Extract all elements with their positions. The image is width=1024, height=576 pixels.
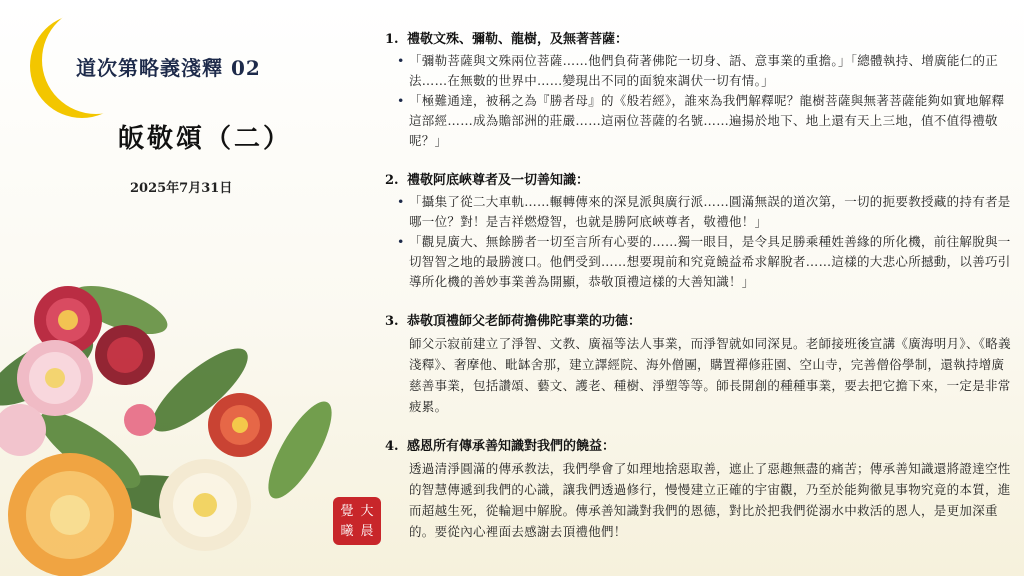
section-heading: 3. 恭敬頂禮師父老師荷擔佛陀事業的功德： <box>385 314 642 329</box>
content-body <box>385 28 1013 560</box>
section-3 <box>385 310 1013 417</box>
section-2 <box>385 169 1013 292</box>
list-item: • 「攝集了從二大車軌……輾轉傳來的深見派與廣行派……圓滿無誤的道次第，一切的扼要教授藏的持有者是哪一位？對！是吉祥燃燈智，也就是勝阿底峽尊者，敬禮他！」 <box>409 192 1013 232</box>
seal-char: 晨 <box>360 523 374 539</box>
section-heading: 1. 禮敬文殊、彌勒、龍樹，及無著菩薩： <box>385 32 629 47</box>
seal-char: 曦 <box>340 523 354 539</box>
section-paragraph: 師父示寂前建立了淨智、文教、廣福等法人事業，而淨智就如同深見。老師接班後宣講《廣海明月》、《略義淺釋》、奢摩他、毗缽舍那，建立譯經院、海外僧團，購置禪修莊園、空山寺，完善僧俗學制，還執持增廣慈善事業，包括讚頌、藝文、護老、種樹、淨塑等等。師長開創的種種事業，要去把它擔下來，一定是非常疲累。 <box>409 336 1011 414</box>
section-heading: 4. 感恩所有傳承善知識對我們的饒益： <box>385 439 616 454</box>
lecture-date: 2025年7月31日 <box>130 181 233 196</box>
section-4 <box>385 435 1013 542</box>
bullet-list <box>385 192 1013 292</box>
list-item: • 「觀見廣大、無餘勝者一切至言所有心要的……獨一眼目，是令具足勝乘種姓善緣的所化機，前往解脫與一切智智之地的最勝渡口。他們受到……想要現前和究竟饒益希求解脫者……這樣的大悲心所撼動，以善巧引導所化機的善妙事業善為開顯，恭敬頂禮這樣的大善知識！」 <box>409 232 1013 292</box>
seal-stamp <box>333 497 381 545</box>
section-1 <box>385 28 1013 151</box>
section-paragraph: 透過清淨圓滿的傳承教法，我們學會了如理地捨惡取善，遮止了惡趣無盡的痛苦；傳承善知識還將證達空性的智慧傳遞到我們的心識，讓我們透過修行，慢慢建立正確的宇宙觀，乃至於能夠徹見事物究竟的本質，進而超越生死，從輪迴中解脫。傳承善知識對我們的恩德，對比於把我們從溺水中救活的恩人，是更加深重的。要從內心裡面去感謝去頂禮他們！ <box>409 461 1011 539</box>
list-item: • 「極難通達，被稱之為『勝者母』的《般若經》，誰來為我們解釋呢？龍樹菩薩與無著菩薩能夠如實地解釋這部經……成為贍部洲的莊嚴……這兩位菩薩的名號……遍揚於地下、地上還有天上三地，值不值得禮敬呢？」 <box>409 91 1013 151</box>
series-title: 道次第略義淺釋 02 <box>76 56 261 80</box>
peony-flowers-illustration <box>0 250 370 576</box>
bullet-list <box>385 51 1013 151</box>
page-title: 皈敬頌（二） <box>118 124 293 154</box>
section-heading: 2. 禮敬阿底峽尊者及一切善知識： <box>385 173 590 188</box>
seal-char: 大 <box>360 503 374 519</box>
seal-char: 覺 <box>340 503 354 519</box>
list-item: • 「彌勒菩薩與文殊兩位菩薩……他們負荷著佛陀一切身、語、意事業的重擔。」「總體執持、增廣能仁的正法……在無數的世界中……變現出不同的面貌來調伏一切有情。」 <box>409 51 1013 91</box>
